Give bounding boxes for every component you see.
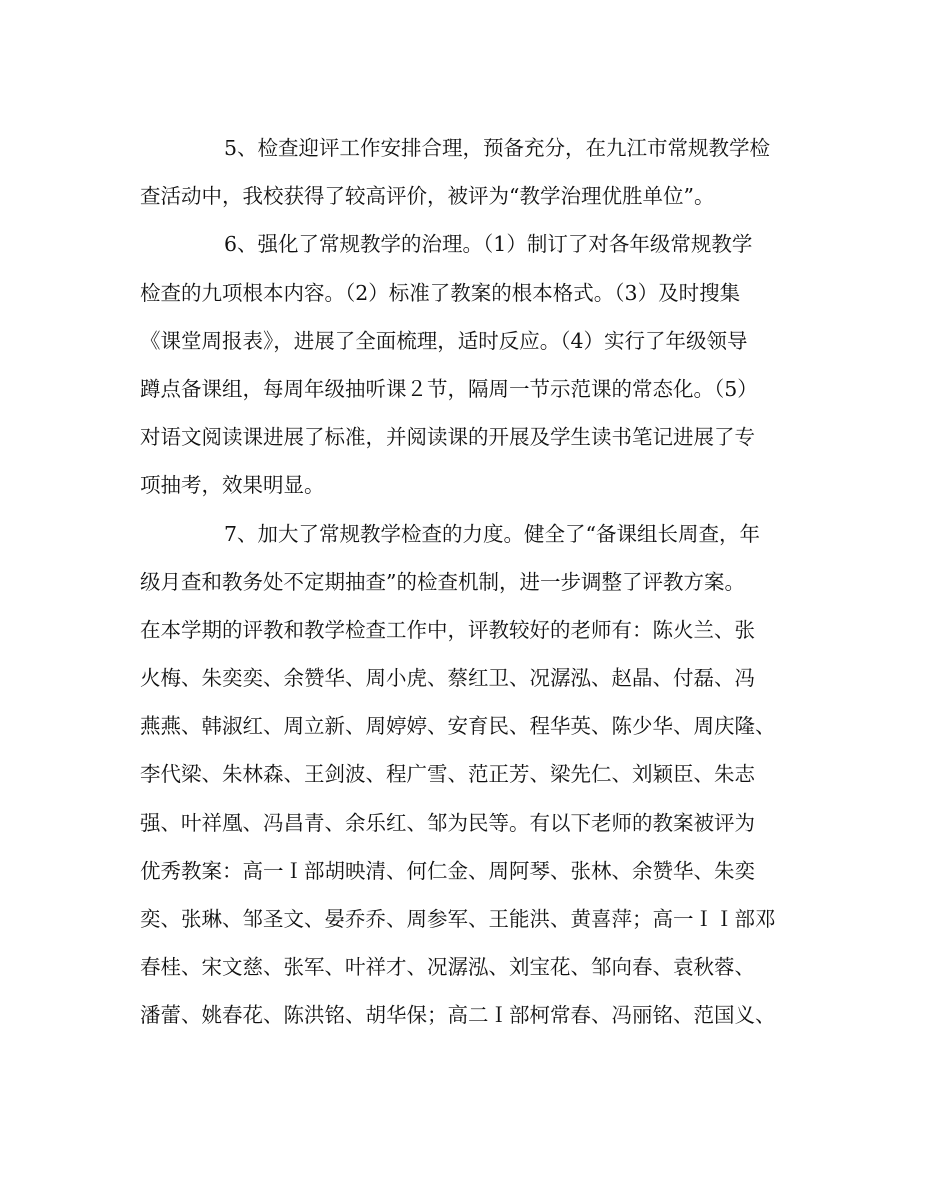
paragraph-line: 5、检查迎评工作安排合理，预备充分，在九江市常规教学检 — [224, 136, 771, 160]
paragraph-line: 强、叶祥凰、冯昌青、余乐红、邹为民等。有以下老师的教案被评为 — [140, 810, 755, 835]
paragraph-line: 级月查和教务处不定期抽查”的检查机制，进一步调整了评教方案。 — [140, 569, 745, 594]
paragraph-line: 对语文阅读课进展了标准，并阅读课的开展及学生读书笔记进展了专 — [140, 425, 755, 450]
paragraph-line: 在本学期的评教和教学检查工作中，评教较好的老师有：陈火兰、张 — [140, 617, 755, 642]
paragraph-line: 6、强化了常规教学的治理。（1）制订了对各年级常规教学 — [224, 232, 753, 257]
paragraph-line: 李代梁、朱林森、王剑波、程广雪、范正芳、梁先仁、刘颖臣、朱志 — [140, 762, 755, 787]
paragraph-line: 检查的九项根本内容。（2）标准了教案的根本格式。（3）及时搜集 — [140, 280, 741, 305]
paragraph-line: 优秀教案：高一Ｉ部胡映清、何仁金、周阿琴、张林、余赞华、朱奕 — [140, 858, 755, 883]
paragraph-line: 《课堂周报表》，进展了全面梳理，适时反应。（4）实行了年级领导 — [140, 328, 748, 353]
paragraph-line: 潘蕾、姚春花、陈洪铭、胡华保；高二Ｉ部柯常春、冯丽铭、范国义、 — [140, 1003, 776, 1028]
paragraph-line: 燕燕、韩淑红、周立新、周婷婷、安育民、程华英、陈少华、周庆隆、 — [140, 714, 776, 739]
paragraph-item-5 — [140, 124, 810, 220]
paragraph-item-7 — [140, 510, 810, 1040]
paragraph-line: 火梅、朱奕奕、余赞华、周小虎、蔡红卫、况潺泓、赵晶、付磊、冯 — [140, 666, 755, 691]
paragraph-line: 春桂、宋文慈、张军、叶祥才、况潺泓、刘宝花、邹向春、袁秋蓉、 — [140, 955, 755, 980]
paragraph-line: 奕、张琳、邹圣文、晏乔乔、周参军、王能洪、黄喜萍；高一ＩＩ部邓 — [140, 907, 776, 931]
paragraph-line: 蹲点备课组，每周年级抽听课２节，隔周一节示范课的常态化。（5） — [140, 376, 758, 401]
paragraph-line: 项抽考，效果明显。 — [140, 473, 325, 498]
paragraph-line: 7、加大了常规教学检查的力度。健全了“备课组长周查，年 — [224, 521, 761, 546]
document-body — [140, 124, 810, 1040]
paragraph-line: 查活动中，我校获得了较高评价，被评为“教学治理优胜单位”。 — [140, 184, 715, 209]
paragraph-item-6 — [140, 220, 810, 509]
